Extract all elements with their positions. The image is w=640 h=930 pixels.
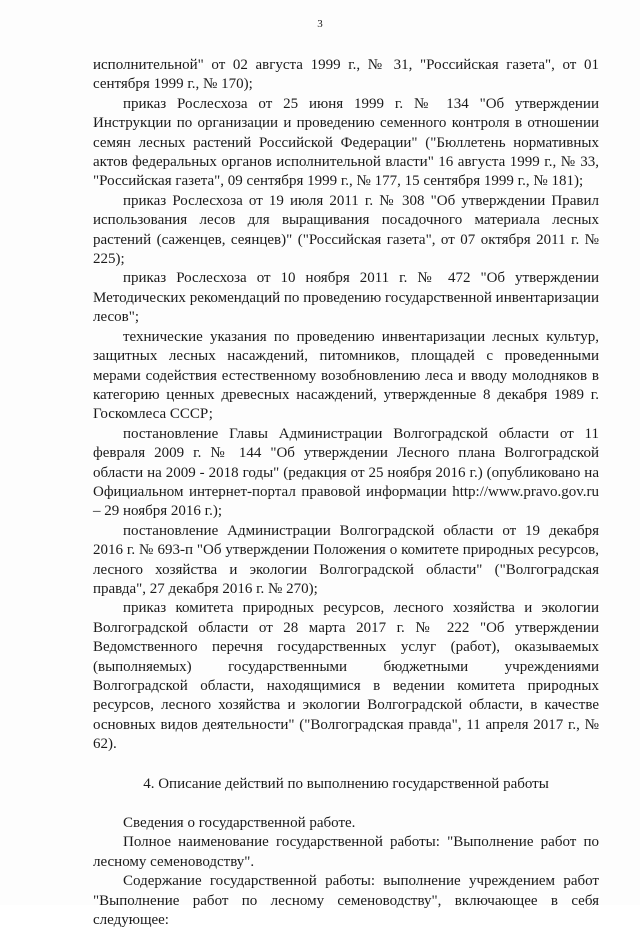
page-number: 3: [317, 18, 323, 30]
paragraph-continuation: исполнительной" от 02 августа 1999 г., № 31, "Российская газета", от 01 сентября 1999 г., № 170);: [93, 57, 599, 93]
paragraph-order-472: приказ Рослесхоза от 10 ноября 2011 г. № 472 "Об утверждении Методических рекомендаций по проведению государственной инвентаризации лесов";: [93, 270, 599, 326]
paragraph-work-full-name: Полное наименование государственной работы: "Выполнение работ по лесному семеноводству".: [93, 834, 599, 870]
section-heading: 4. Описание действий по выполнению государственной работы: [143, 775, 549, 792]
paragraph-resolution-144: постановление Главы Администрации Волгоградской области от 11 февраля 2009 г. № 144 "Об утверждении Лесного плана Волгоградской области на 2009 - 2018 годы" (редакция от 25 ноября 2016 г.) (опубликовано на Официальном интернет-портал правовой информации http://www.pravo.gov.ru – 29 ноября 2016 г.);: [93, 425, 599, 520]
paragraph-technical-guidelines: технические указания по проведению инвентаризации лесных культур, защитных лесных насаждений, питомников, площадей с проведенными мерами содействия естественному возобновлению леса и вводу молодняков в категорию ценных древесных насаждений, утвержденные 8 декабря 1989 г. Госкомлеса СССР;: [93, 328, 599, 423]
paragraph-work-content: Содержание государственной работы: выполнение учреждением работ "Выполнение работ по лесному семеноводству", включающее в себя следующее:: [93, 873, 599, 929]
paragraph-order-308: приказ Рослесхоза от 19 июля 2011 г. № 308 "Об утверждении Правил использования лесов для выращивания посадочного материала лесных растений (саженцев, сеянцев)" ("Российская газета", от 07 октября 2011 г. № 225);: [93, 192, 599, 268]
paragraph-order-134: приказ Рослесхоза от 25 июня 1999 г. № 134 "Об утверждении Инструкции по организации и проведению семенного контроля в отношении семян лесных растений Российской Федерации" ("Бюллетень нормативных актов федеральных органов исполнительной власти" 16 августа 1999 г., № 33, "Российская газета", 09 сентября 1999 г., № 177, 15 сентября 1999 г., № 181);: [93, 95, 599, 190]
document-body: [93, 56, 599, 930]
paragraph-work-info: Сведения о государственной работе.: [123, 815, 356, 832]
paragraph-resolution-693p: постановление Администрации Волгоградской области от 19 декабря 2016 г. № 693-п "Об утверждении Положения о комитете природных ресурсов, лесного хозяйства и экологии Волгоградской области" ("Волгоградская правда", 27 декабря 2016 г. № 270);: [93, 522, 599, 597]
paragraph-order-222: приказ комитета природных ресурсов, лесного хозяйства и экологии Волгоградской области от 28 марта 2017 г. № 222 "Об утверждении Ведомственного перечня государственных услуг (работ), оказываемых (выполняемых) государственными бюджетными учреждениями Волгоградской области, находящимися в ведении комитета природных ресурсов, лесного хозяйства и экологии Волгоградской области, в качестве основных видов деятельности" ("Волгоградская правда", 11 апреля 2017 г., № 62).: [93, 600, 599, 753]
